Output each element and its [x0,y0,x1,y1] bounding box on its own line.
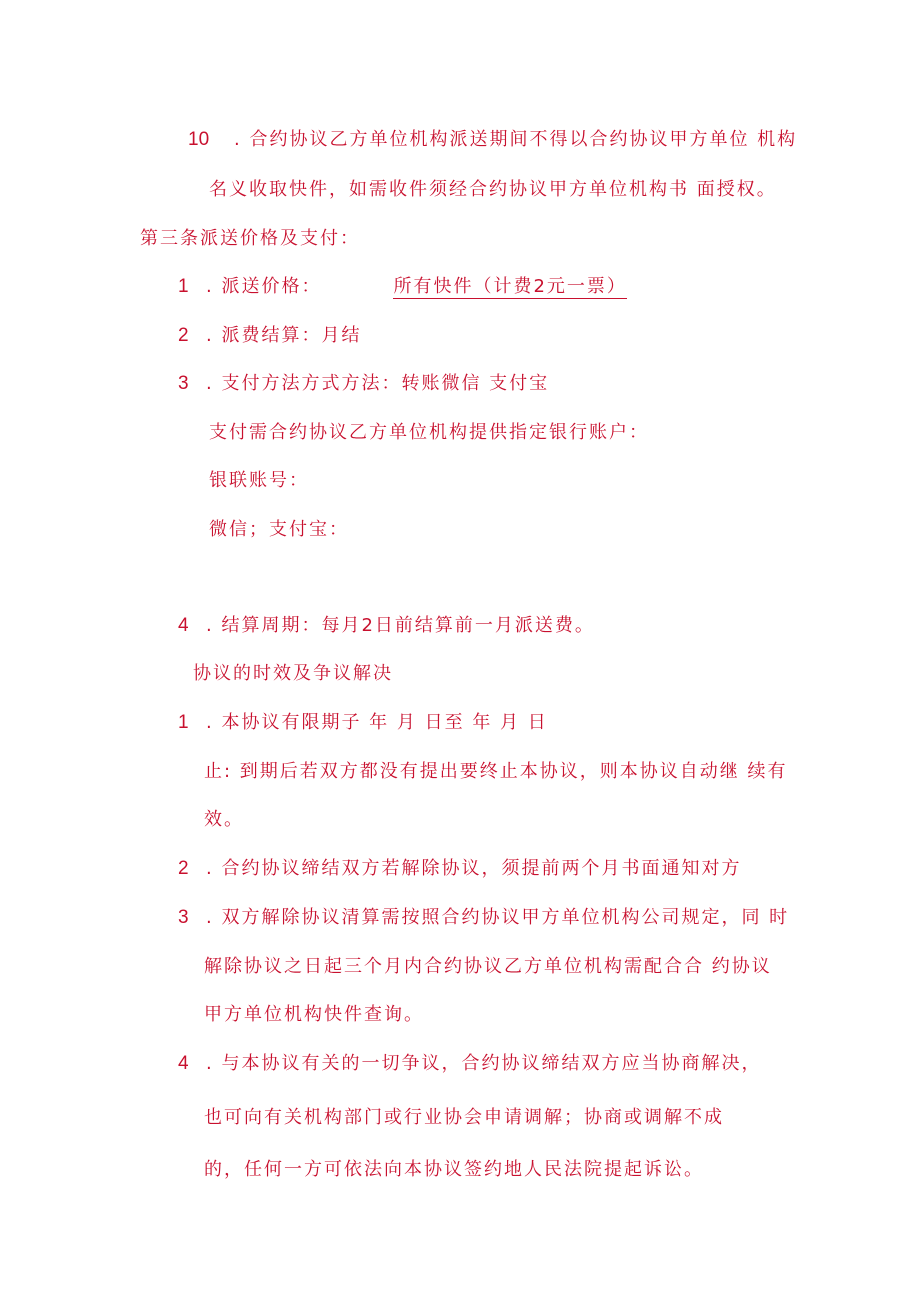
line-text: 甲方单位机构快件查询。 [204,1004,424,1025]
item-number: 2 [178,858,189,879]
item-number: 4 [178,615,189,636]
term-continuation-line [204,760,788,784]
term-line [178,711,548,735]
dispute-line-3 [204,1158,704,1182]
line-text: . 与本协议有关的一切争议，合约协议缔结双方应当协商解决， [206,1053,762,1074]
item-number: 2 [178,325,189,346]
line-text: 止: 到期后若双方都没有提出要终止本协议，则本协议自动继 续有 [204,761,788,782]
price-value: 所有快件（计费2元一票） [393,276,627,297]
line-text: 银联账号： [209,470,309,491]
term-end-line [204,808,244,832]
line-text: . 合约协议缔结双方若解除协议，须提前两个月书面通知对方 [206,858,742,879]
line-text: 支付需合约协议乙方单位机构提供指定银行账户： [209,422,649,443]
settlement-cycle-line [178,614,595,638]
item-number: 4 [178,1053,189,1074]
liquidation-line-3 [204,1003,424,1027]
line-text: . 本协议有限期子 年 月 日至 年 月 日 [206,712,548,733]
line-text: . 派送价格： [206,276,322,297]
unionpay-line [209,469,309,493]
item-number: 3 [178,373,189,394]
item-number: 10 [188,129,210,150]
item-number: 3 [178,907,189,928]
termination-notice-line [178,857,741,881]
clause-10-line-1 [188,128,797,152]
line-text: 微信；支付宝： [209,519,349,540]
line-text: . 合约协议乙方单位机构派送期间不得以合约协议甲方单位 机构 [234,129,798,150]
liquidation-line-2 [204,955,772,979]
line-text: . 支付方法方式方法：转账微信 支付宝 [206,373,550,394]
line-text: 名义收取快件，如需收件须经合约协议甲方单位机构书 面授权。 [209,179,777,200]
payment-method-line [178,372,549,396]
dispute-line-1 [178,1052,761,1076]
section-heading-article-3 [140,227,360,251]
liquidation-line-1 [178,906,789,930]
bank-account-line [209,421,649,445]
clause-10-line-2 [209,178,777,202]
line-text: 效。 [204,809,244,830]
wechat-alipay-line [209,518,349,542]
item-number: 1 [178,712,189,733]
line-text: 解除协议之日起三个月内合约协议乙方单位机构需配合合 约协议 [204,956,772,977]
line-text: . 结算周期：每月2日前结算前一月派送费。 [206,615,595,636]
dispute-line-2 [204,1106,724,1130]
line-text: . 派费结算：月结 [206,325,362,346]
section-heading: 第三条派送价格及支付： [140,228,360,249]
line-text: . 双方解除协议清算需按照合约协议甲方单位机构公司规定，同 时 [206,907,790,928]
section-heading: 协议的时效及争议解决 [193,663,393,684]
line-text: 的，任何一方可依法向本协议签约地人民法院提起诉讼。 [204,1159,704,1180]
settlement-line [178,324,361,348]
item-number: 1 [178,276,189,297]
price-line [178,275,627,299]
line-text: 也可向有关机构部门或行业协会申请调解；协商或调解不成 [204,1107,724,1128]
section-heading-validity [193,662,393,686]
